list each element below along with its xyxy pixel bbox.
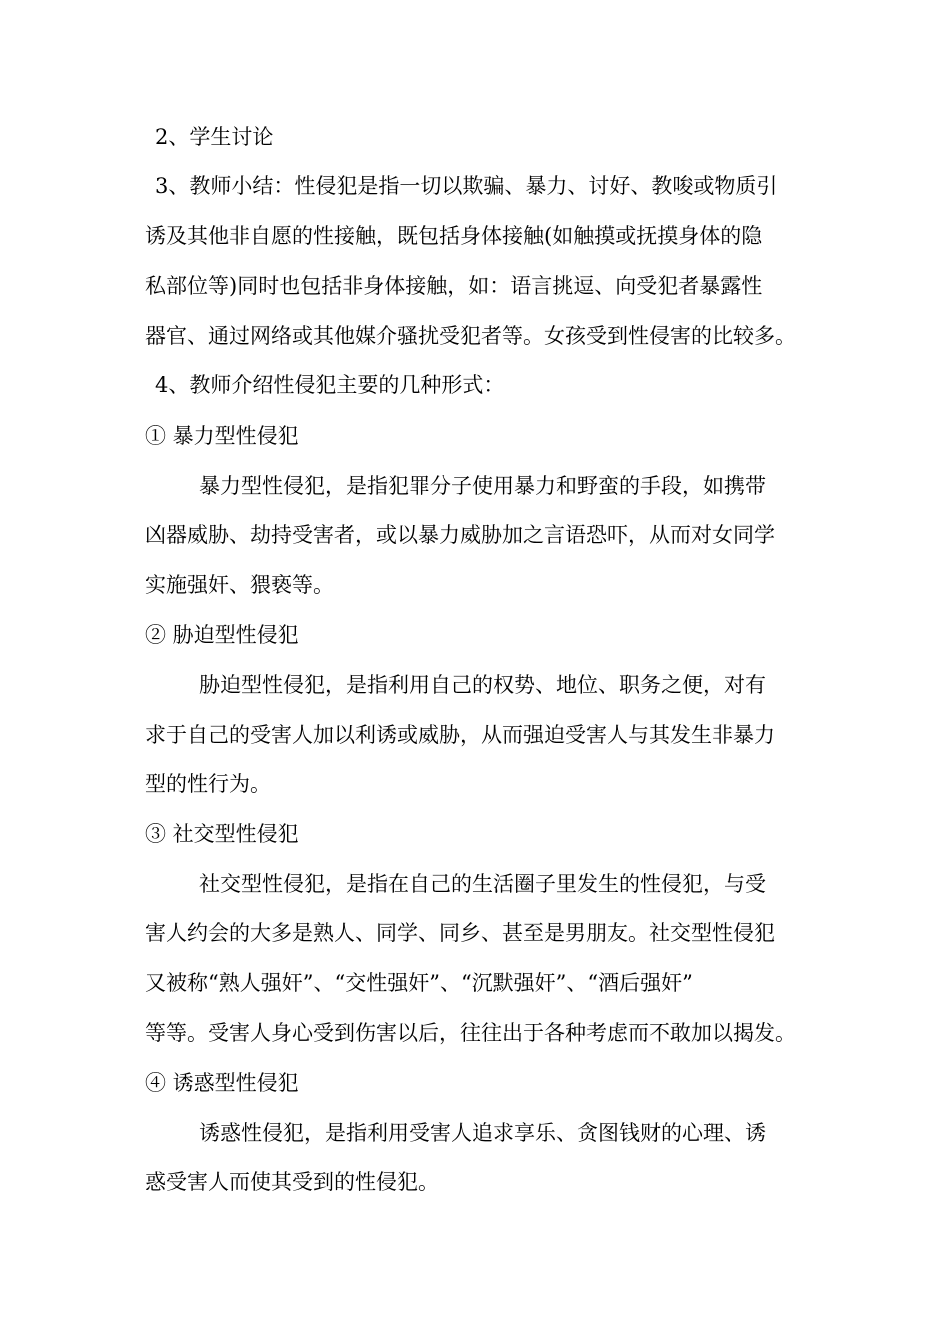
list-item-forms-intro: 4、教师介绍性侵犯主要的几种形式： — [155, 373, 505, 397]
paragraph-social-line-2: 害人约会的大多是熟人、同学、同乡、甚至是男朋友。社交型性侵犯 — [145, 921, 775, 945]
paragraph-teacher-summary-line-1: 3、教师小结：性侵犯是指一切以欺骗、暴力、讨好、教唆或物质引 — [155, 174, 778, 198]
paragraph-teacher-summary-line-3: 私部位等)同时也包括非身体接触，如：语言挑逗、向受犯者暴露性 — [145, 274, 763, 298]
heading-violent-type: ① 暴力型性侵犯 — [145, 424, 299, 448]
paragraph-social-line-4: 等等。受害人身心受到伤害以后，往往出于各种考虑而不敢加以揭发。 — [145, 1021, 796, 1045]
paragraph-violent-line-3: 实施强奸、猥亵等。 — [145, 573, 334, 597]
paragraph-teacher-summary-line-4: 器官、通过网络或其他媒介骚扰受犯者等。女孩受到性侵害的比较多。 — [145, 324, 796, 348]
paragraph-coercive-line-2: 求于自己的受害人加以利诱或威胁，从而强迫受害人与其发生非暴力 — [145, 723, 775, 747]
paragraph-social-line-3: 又被称“熟人强奸”、“交性强奸”、“沉默强奸”、“酒后强奸” — [145, 971, 693, 995]
heading-seductive-type: ④ 诱惑型性侵犯 — [145, 1071, 299, 1095]
paragraph-coercive-line-1: 胁迫型性侵犯，是指利用自己的权势、地位、职务之便，对有 — [199, 673, 766, 697]
paragraph-teacher-summary-line-2: 诱及其他非自愿的性接触，既包括身体接触(如触摸或抚摸身体的隐 — [145, 224, 763, 248]
list-item-student-discussion: 2、学生讨论 — [155, 125, 274, 149]
paragraph-coercive-line-3: 型的性行为。 — [145, 772, 271, 796]
paragraph-seductive-line-2: 惑受害人而使其受到的性侵犯。 — [145, 1170, 439, 1194]
paragraph-violent-line-1: 暴力型性侵犯，是指犯罪分子使用暴力和野蛮的手段，如携带 — [199, 474, 766, 498]
paragraph-seductive-line-1: 诱惑性侵犯，是指利用受害人追求享乐、贪图钱财的心理、诱 — [199, 1121, 766, 1145]
paragraph-social-line-1: 社交型性侵犯，是指在自己的生活圈子里发生的性侵犯，与受 — [199, 872, 766, 896]
heading-coercive-type: ② 胁迫型性侵犯 — [145, 623, 299, 647]
paragraph-violent-line-2: 凶器威胁、劫持受害者，或以暴力威胁加之言语恐吓，从而对女同学 — [145, 523, 775, 547]
heading-social-type: ③ 社交型性侵犯 — [145, 822, 299, 846]
